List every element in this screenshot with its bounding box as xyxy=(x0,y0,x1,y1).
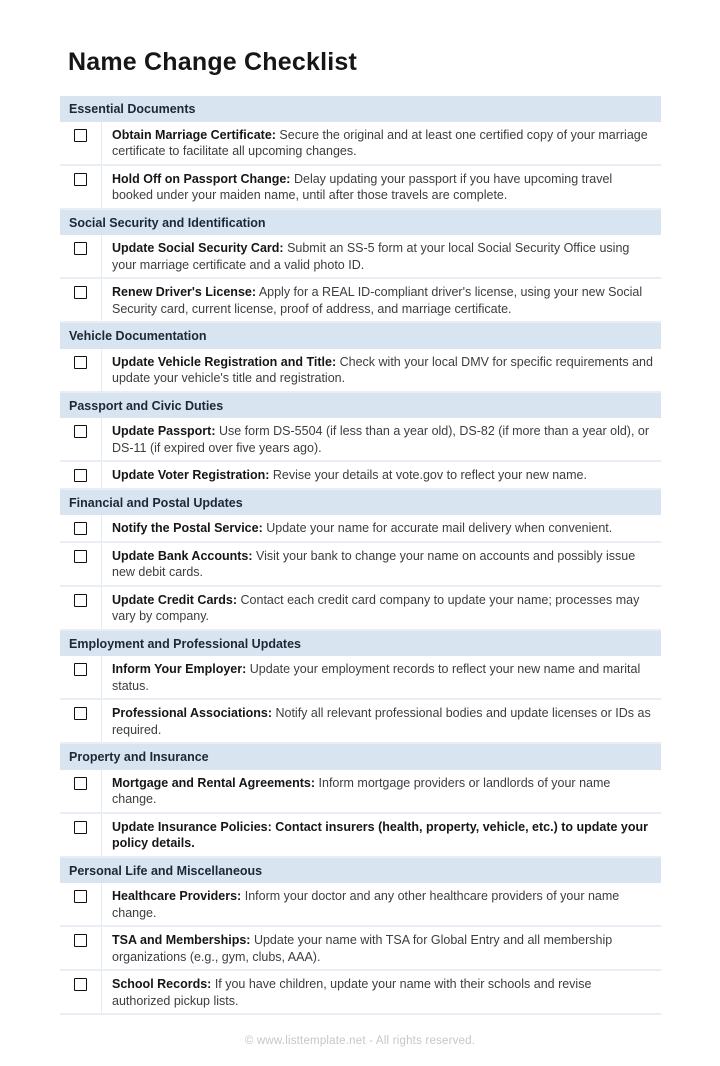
checklist-row xyxy=(60,418,661,462)
checkbox-cell xyxy=(60,166,102,208)
checklist-row xyxy=(60,543,661,587)
checklist-row xyxy=(60,279,661,323)
checkbox-unchecked-icon[interactable] xyxy=(74,129,87,142)
item-text xyxy=(102,971,661,1013)
item-description: Contact insurers (health, property, vehicle, etc.) to update your policy details. xyxy=(112,819,649,850)
checkbox-unchecked-icon[interactable] xyxy=(74,469,87,482)
item-text xyxy=(102,543,661,585)
item-description: Update your name for accurate mail delivery when convenient. xyxy=(266,521,613,535)
item-description: Update your employment records to reflect your new name and marital status. xyxy=(112,662,641,693)
checklist-row xyxy=(60,166,661,210)
checkbox-unchecked-icon[interactable] xyxy=(74,707,87,720)
checklist-row xyxy=(60,462,661,490)
checkbox-cell xyxy=(60,515,102,541)
item-text xyxy=(102,587,661,629)
section-header: Social Security and Identification xyxy=(60,210,661,236)
checkbox-cell xyxy=(60,587,102,629)
item-text xyxy=(102,349,661,391)
item-description: Submit an SS-5 form at your local Social Security Office using your marriage certificate and a valid photo ID. xyxy=(112,241,630,272)
item-text xyxy=(102,515,661,541)
item-description: Notify all relevant professional bodies and update licenses or IDs as required. xyxy=(112,706,651,737)
checklist-row xyxy=(60,122,661,166)
item-text xyxy=(102,235,661,277)
checklist-row xyxy=(60,349,661,393)
checklist-row xyxy=(60,700,661,744)
checkbox-cell xyxy=(60,883,102,925)
footer-copyright: © www.listtemplate.net - All rights reserved. xyxy=(244,1035,476,1047)
checklist-row xyxy=(60,814,661,858)
page-title: Name Change Checklist xyxy=(68,48,358,76)
item-label: Hold Off on Passport Change: xyxy=(112,171,291,186)
section-header: Financial and Postal Updates xyxy=(60,490,661,516)
checkbox-unchecked-icon[interactable] xyxy=(74,173,87,186)
checklist-row xyxy=(60,235,661,279)
section-header: Personal Life and Miscellaneous xyxy=(60,858,661,884)
checklist-row xyxy=(60,971,661,1015)
checklist-row xyxy=(60,587,661,631)
item-text xyxy=(102,927,661,969)
checkbox-unchecked-icon[interactable] xyxy=(74,286,87,299)
item-description: If you have children, update your name with their schools and revise authorized pickup lists. xyxy=(112,977,592,1008)
item-label: Inform Your Employer: xyxy=(112,662,247,676)
item-text xyxy=(102,166,661,208)
item-label: Notify the Postal Service: xyxy=(112,521,263,535)
checkbox-unchecked-icon[interactable] xyxy=(74,934,87,947)
item-description: Contact each credit card company to update your name; processes may vary by company. xyxy=(112,592,640,623)
section-header: Essential Documents xyxy=(60,96,661,122)
checkbox-cell xyxy=(60,418,102,460)
checklist-row xyxy=(60,770,661,814)
item-text xyxy=(102,656,661,698)
item-label: Update Voter Registration: xyxy=(112,468,270,482)
checkbox-cell xyxy=(60,349,102,391)
item-label: Renew Driver's License: xyxy=(112,285,257,299)
checkbox-cell xyxy=(60,814,102,856)
checkbox-unchecked-icon[interactable] xyxy=(74,242,87,255)
checklist-row xyxy=(60,515,661,543)
checkbox-unchecked-icon[interactable] xyxy=(74,890,87,903)
section-header: Passport and Civic Duties xyxy=(60,393,661,419)
checkbox-unchecked-icon[interactable] xyxy=(74,663,87,676)
item-description: Inform mortgage providers or landlords of your name change. xyxy=(112,775,611,806)
item-description: Apply for a REAL ID-compliant driver's license, using your new Social Security card, current license, proof of address, and marriage certificate. xyxy=(112,285,643,316)
checkbox-cell xyxy=(60,927,102,969)
checkbox-cell xyxy=(60,543,102,585)
item-label: Update Passport: xyxy=(112,424,216,438)
item-description: Use form DS-5504 (if less than a year old), DS-82 (if more than a year old), or DS-11 (if expired over five years ago). xyxy=(112,424,650,455)
item-label: Obtain Marriage Certificate: xyxy=(112,127,276,142)
item-label: Healthcare Providers: xyxy=(112,889,242,903)
checkbox-cell xyxy=(60,971,102,1013)
checkbox-unchecked-icon[interactable] xyxy=(74,356,87,369)
item-text xyxy=(102,814,661,856)
checkbox-cell xyxy=(60,770,102,812)
checkbox-unchecked-icon[interactable] xyxy=(74,522,87,535)
checkbox-unchecked-icon[interactable] xyxy=(74,550,87,563)
item-label: Professional Associations: xyxy=(112,706,272,720)
checkbox-unchecked-icon[interactable] xyxy=(74,978,87,991)
item-description: Secure the original and at least one certified copy of your marriage certificate to facilitate all upcoming changes. xyxy=(112,127,648,158)
checklist-row xyxy=(60,656,661,700)
checkbox-cell xyxy=(60,122,102,164)
item-text xyxy=(102,883,661,925)
checkbox-cell xyxy=(60,235,102,277)
item-text xyxy=(102,279,661,321)
checkbox-cell xyxy=(60,279,102,321)
checklist xyxy=(60,96,661,1015)
checkbox-cell xyxy=(60,656,102,698)
item-text xyxy=(102,418,661,460)
item-description: Delay updating your passport if you have upcoming travel booked under your maiden name, until after those travels are complete. xyxy=(112,171,613,202)
item-text xyxy=(102,462,661,488)
checkbox-unchecked-icon[interactable] xyxy=(74,594,87,607)
item-text xyxy=(102,700,661,742)
checklist-row xyxy=(60,883,661,927)
checkbox-unchecked-icon[interactable] xyxy=(74,777,87,790)
section-header: Property and Insurance xyxy=(60,744,661,770)
item-label: School Records: xyxy=(112,977,212,991)
item-label: Mortgage and Rental Agreements: xyxy=(112,775,316,790)
checkbox-unchecked-icon[interactable] xyxy=(74,425,87,438)
item-text xyxy=(102,122,661,164)
item-label: Update Social Security Card: xyxy=(112,241,284,255)
item-label: Update Bank Accounts: xyxy=(112,548,253,563)
checkbox-cell xyxy=(60,700,102,742)
item-label: Update Insurance Policies: xyxy=(112,819,272,834)
item-description: Check with your local DMV for specific requirements and update your vehicle's title and registration. xyxy=(112,354,653,385)
checkbox-cell xyxy=(60,462,102,488)
checkbox-unchecked-icon[interactable] xyxy=(74,821,87,834)
item-description: Update your name with TSA for Global Entry and all membership organizations (e.g., gym, clubs, AAA). xyxy=(112,933,613,964)
checklist-row xyxy=(60,927,661,971)
item-label: Update Vehicle Registration and Title: xyxy=(112,354,337,369)
item-text xyxy=(102,770,661,812)
item-description: Revise your details at vote.gov to reflect your new name. xyxy=(272,468,587,482)
item-description: Visit your bank to change your name on accounts and possibly issue new debit cards. xyxy=(112,548,636,579)
item-label: Update Credit Cards: xyxy=(112,592,238,607)
section-header: Vehicle Documentation xyxy=(60,323,661,349)
section-header: Employment and Professional Updates xyxy=(60,631,661,657)
item-description: Inform your doctor and any other healthcare providers of your name change. xyxy=(112,889,620,920)
item-label: TSA and Memberships: xyxy=(112,933,251,947)
